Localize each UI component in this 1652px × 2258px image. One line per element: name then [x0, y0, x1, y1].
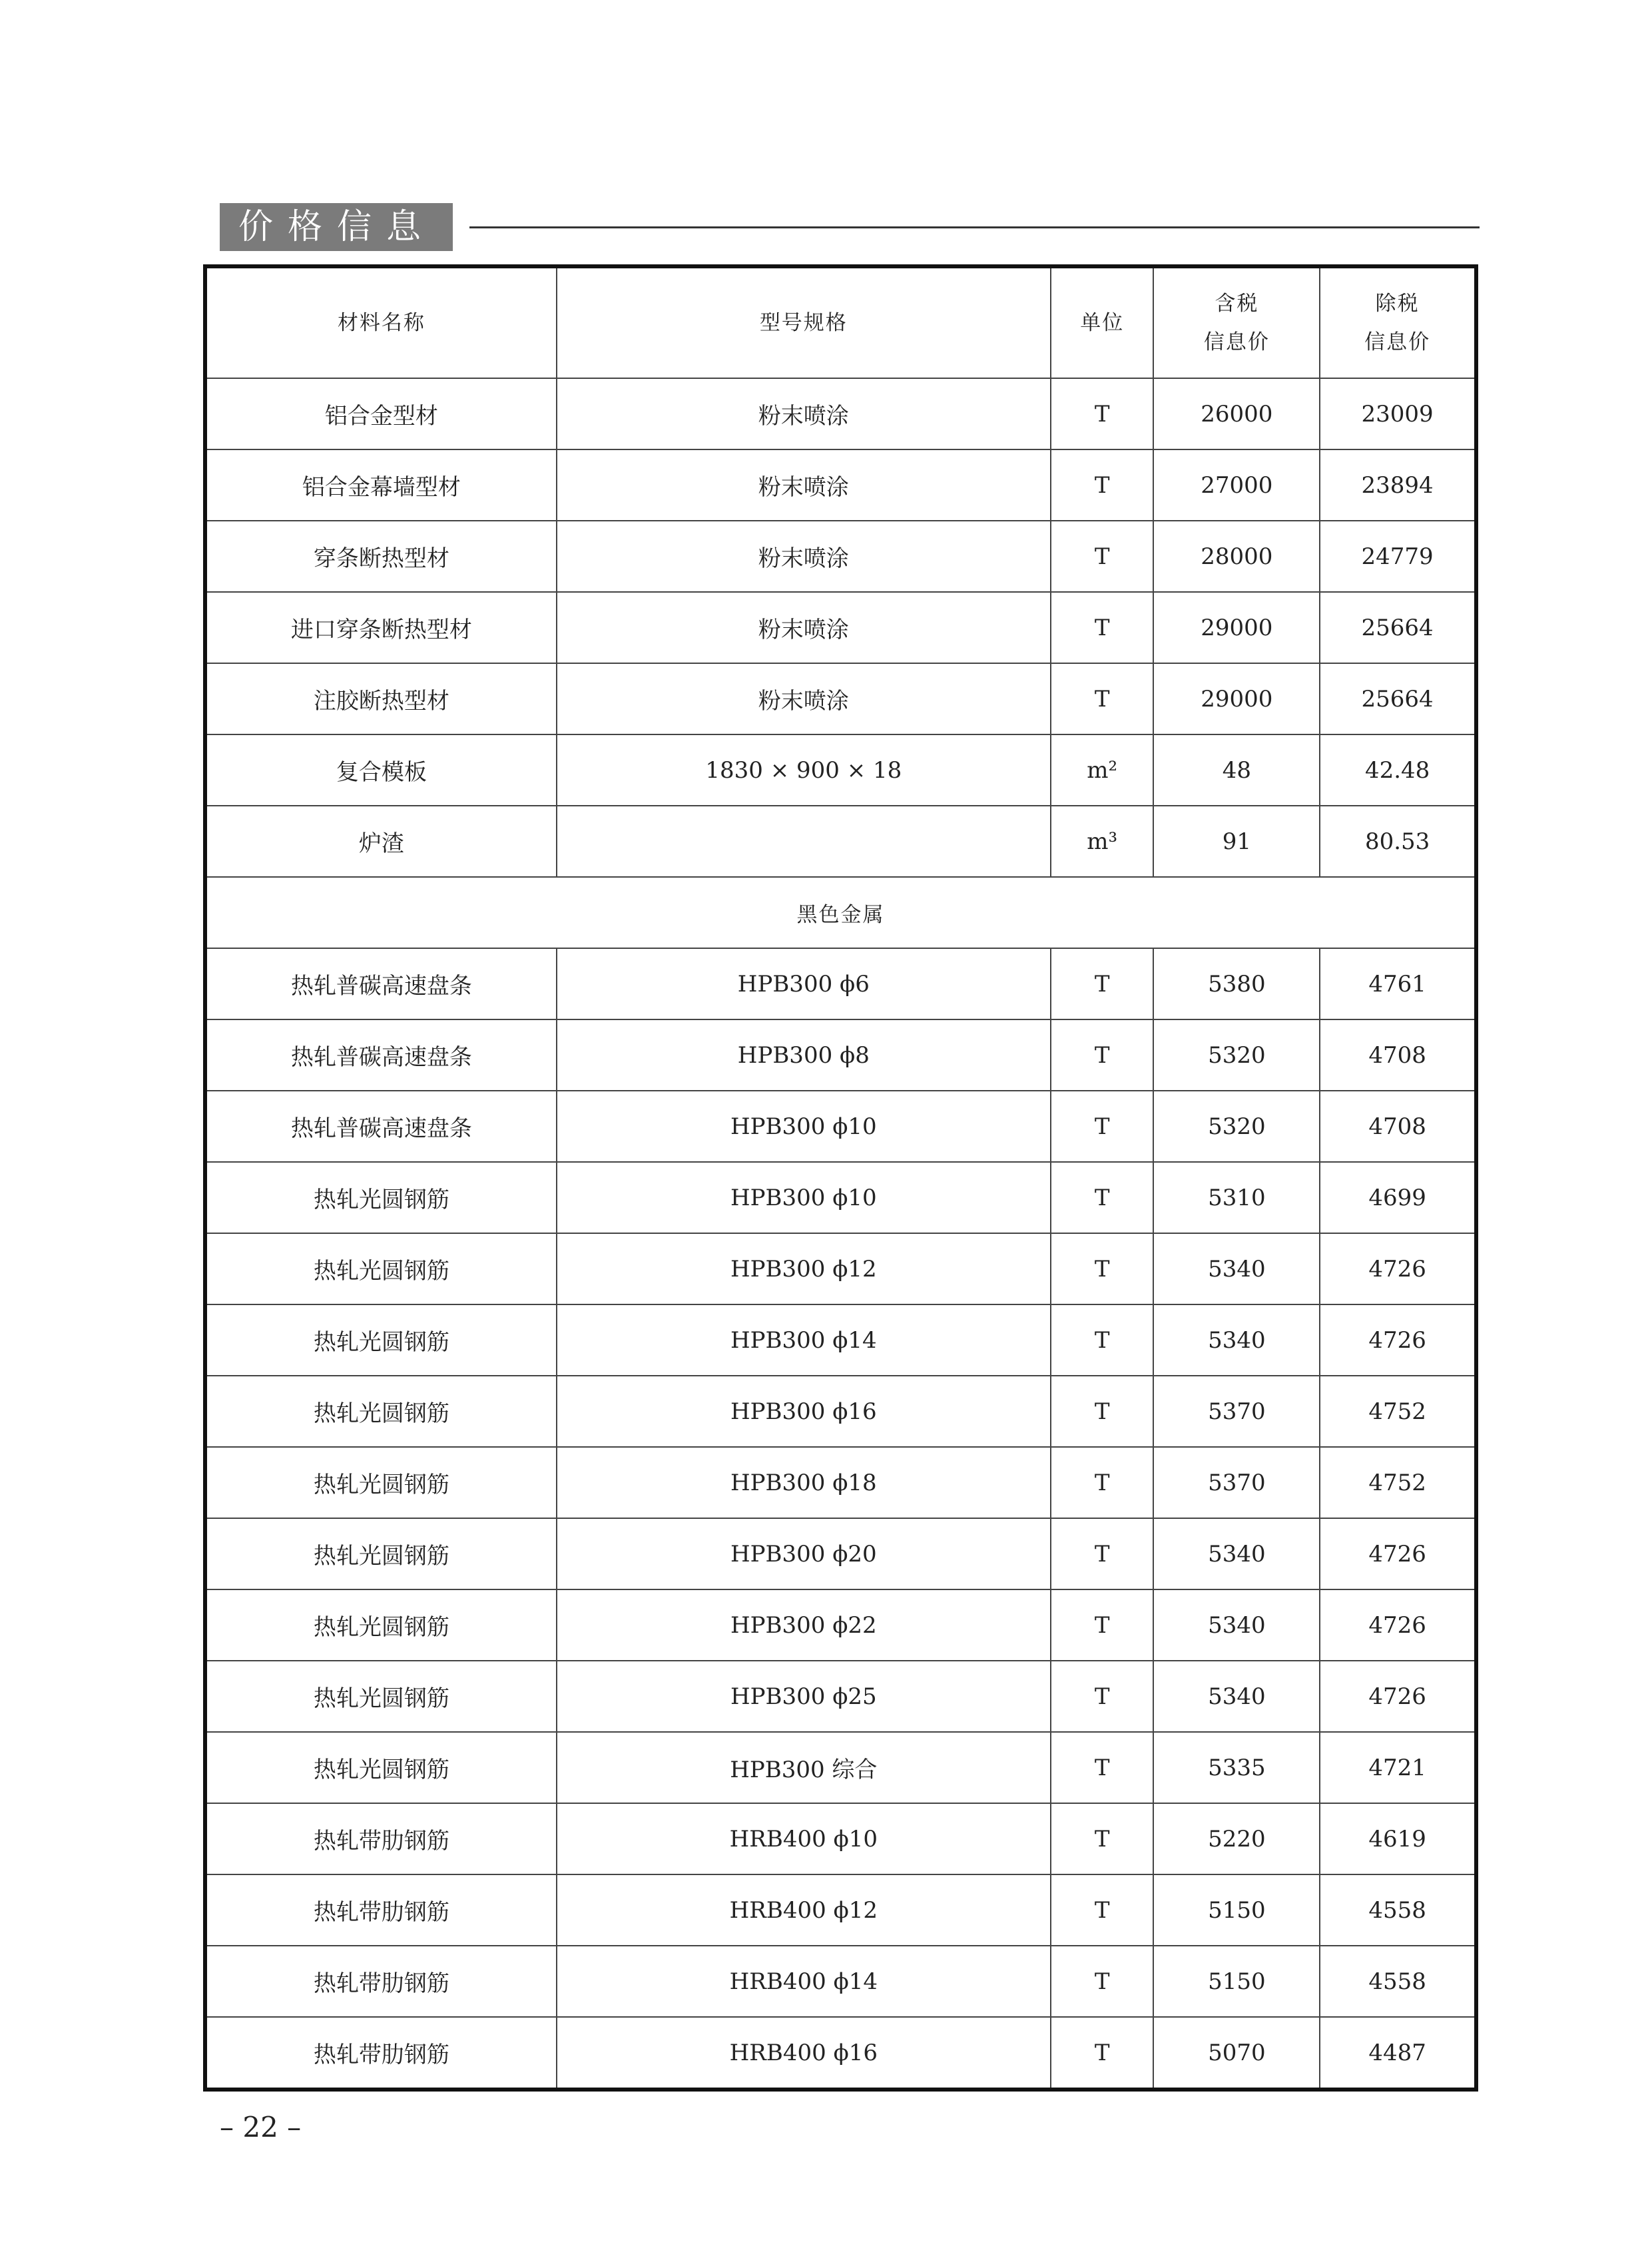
table-row: [205, 806, 1476, 877]
cell-unit: T: [1051, 1233, 1153, 1304]
table-row: [205, 1732, 1476, 1803]
cell-spec: HPB300 ϕ16: [557, 1376, 1051, 1447]
header-rule: [469, 226, 1480, 228]
col-header-spec: 型号规格: [557, 266, 1051, 378]
col-header-tax-exclusive-line2: 信息价: [1364, 330, 1431, 354]
cell-price-tax-inclusive: 5150: [1153, 1874, 1320, 1946]
cell-spec: HPB300 ϕ8: [557, 1019, 1051, 1091]
table-row: [205, 1376, 1476, 1447]
cell-price-tax-inclusive: 5310: [1153, 1162, 1320, 1233]
cell-unit: T: [1051, 1447, 1153, 1518]
cell-price-tax-exclusive: 4761: [1320, 948, 1476, 1019]
col-header-tax-exclusive-line1: 除税: [1375, 292, 1420, 316]
section-title: 黑色金属: [205, 877, 1476, 948]
cell-price-tax-inclusive: 5370: [1153, 1447, 1320, 1518]
cell-price-tax-inclusive: 5320: [1153, 1091, 1320, 1162]
cell-material-name: 穿条断热型材: [205, 521, 557, 592]
cell-price-tax-inclusive: 5070: [1153, 2017, 1320, 2090]
table-row: [205, 1304, 1476, 1376]
cell-price-tax-exclusive: 4752: [1320, 1376, 1476, 1447]
table-row: [205, 1661, 1476, 1732]
col-header-tax-inclusive: [1153, 266, 1320, 378]
cell-material-name: 热轧带肋钢筋: [205, 1803, 557, 1874]
table-row: [205, 1447, 1476, 1518]
cell-material-name: 铝合金型材: [205, 378, 557, 449]
cell-price-tax-exclusive: 23009: [1320, 378, 1476, 449]
table-row: [205, 592, 1476, 663]
cell-material-name: 热轧普碳高速盘条: [205, 948, 557, 1019]
table-row: [205, 449, 1476, 521]
cell-price-tax-exclusive: 25664: [1320, 592, 1476, 663]
cell-unit: T: [1051, 449, 1153, 521]
cell-unit: T: [1051, 1019, 1153, 1091]
cell-price-tax-exclusive: 24779: [1320, 521, 1476, 592]
cell-price-tax-inclusive: 26000: [1153, 378, 1320, 449]
table-row: [205, 2017, 1476, 2090]
page-number: – 22 –: [220, 2111, 302, 2143]
cell-price-tax-exclusive: 4752: [1320, 1447, 1476, 1518]
cell-unit: T: [1051, 592, 1153, 663]
cell-spec: 粉末喷涂: [557, 378, 1051, 449]
cell-unit: T: [1051, 1874, 1153, 1946]
cell-price-tax-inclusive: 29000: [1153, 663, 1320, 734]
table-row: [205, 1874, 1476, 1946]
cell-spec: HPB300 ϕ22: [557, 1589, 1051, 1661]
table-row: [205, 1233, 1476, 1304]
cell-unit: m³: [1051, 806, 1153, 877]
cell-price-tax-inclusive: 5340: [1153, 1233, 1320, 1304]
cell-price-tax-inclusive: 5380: [1153, 948, 1320, 1019]
col-header-tax-exclusive: [1320, 266, 1476, 378]
cell-price-tax-exclusive: 4726: [1320, 1518, 1476, 1589]
cell-unit: T: [1051, 1304, 1153, 1376]
cell-material-name: 注胶断热型材: [205, 663, 557, 734]
col-header-tax-inclusive-line1: 含税: [1215, 292, 1259, 316]
cell-spec: 1830 × 900 × 18: [557, 734, 1051, 806]
cell-spec: 粉末喷涂: [557, 449, 1051, 521]
cell-price-tax-exclusive: 80.53: [1320, 806, 1476, 877]
cell-unit: T: [1051, 2017, 1153, 2090]
cell-material-name: 热轧光圆钢筋: [205, 1376, 557, 1447]
cell-price-tax-exclusive: 4487: [1320, 2017, 1476, 2090]
table-row: [205, 1589, 1476, 1661]
cell-spec: HRB400 ϕ16: [557, 2017, 1051, 2090]
cell-unit: T: [1051, 1803, 1153, 1874]
cell-spec: HPB300 ϕ10: [557, 1091, 1051, 1162]
cell-material-name: 热轧光圆钢筋: [205, 1447, 557, 1518]
cell-price-tax-exclusive: 4699: [1320, 1162, 1476, 1233]
cell-spec: HRB400 ϕ12: [557, 1874, 1051, 1946]
col-header-name: 材料名称: [205, 266, 557, 378]
table-row: [205, 734, 1476, 806]
table-row: [205, 1518, 1476, 1589]
cell-price-tax-inclusive: 5335: [1153, 1732, 1320, 1803]
cell-unit: T: [1051, 1162, 1153, 1233]
cell-material-name: 热轧光圆钢筋: [205, 1304, 557, 1376]
cell-unit: m²: [1051, 734, 1153, 806]
cell-price-tax-inclusive: 48: [1153, 734, 1320, 806]
cell-spec: HPB300 ϕ20: [557, 1518, 1051, 1589]
cell-price-tax-inclusive: 5150: [1153, 1946, 1320, 2017]
cell-price-tax-inclusive: 5340: [1153, 1304, 1320, 1376]
cell-material-name: 铝合金幕墙型材: [205, 449, 557, 521]
cell-price-tax-exclusive: 4558: [1320, 1946, 1476, 2017]
cell-spec: HPB300 ϕ6: [557, 948, 1051, 1019]
cell-price-tax-exclusive: 4558: [1320, 1874, 1476, 1946]
cell-price-tax-inclusive: 5220: [1153, 1803, 1320, 1874]
cell-spec: HPB300 ϕ12: [557, 1233, 1051, 1304]
cell-material-name: 复合模板: [205, 734, 557, 806]
cell-price-tax-exclusive: 4726: [1320, 1589, 1476, 1661]
table-row: [205, 1946, 1476, 2017]
cell-spec: HPB300 ϕ25: [557, 1661, 1051, 1732]
cell-unit: T: [1051, 1376, 1153, 1447]
cell-unit: T: [1051, 521, 1153, 592]
cell-material-name: 热轧光圆钢筋: [205, 1162, 557, 1233]
table-row: [205, 1803, 1476, 1874]
col-header-unit: 单位: [1051, 266, 1153, 378]
cell-price-tax-inclusive: 5370: [1153, 1376, 1320, 1447]
price-table: [203, 264, 1478, 2092]
cell-material-name: 热轧带肋钢筋: [205, 1874, 557, 1946]
table-row: [205, 521, 1476, 592]
section-row: [205, 877, 1476, 948]
col-header-tax-inclusive-line2: 信息价: [1203, 330, 1270, 354]
cell-price-tax-exclusive: 25664: [1320, 663, 1476, 734]
cell-price-tax-exclusive: 4721: [1320, 1732, 1476, 1803]
cell-price-tax-exclusive: 4619: [1320, 1803, 1476, 1874]
table-header-row: [205, 266, 1476, 378]
cell-price-tax-inclusive: 29000: [1153, 592, 1320, 663]
cell-spec: HPB300 综合: [557, 1732, 1051, 1803]
cell-unit: T: [1051, 948, 1153, 1019]
cell-material-name: 热轧带肋钢筋: [205, 1946, 557, 2017]
table-row: [205, 1162, 1476, 1233]
cell-price-tax-inclusive: 5340: [1153, 1661, 1320, 1732]
cell-price-tax-exclusive: 4708: [1320, 1019, 1476, 1091]
cell-spec: [557, 806, 1051, 877]
cell-spec: HPB300 ϕ18: [557, 1447, 1051, 1518]
cell-price-tax-inclusive: 5340: [1153, 1518, 1320, 1589]
cell-spec: 粉末喷涂: [557, 592, 1051, 663]
cell-unit: T: [1051, 1091, 1153, 1162]
cell-spec: 粉末喷涂: [557, 521, 1051, 592]
table-row: [205, 663, 1476, 734]
cell-price-tax-inclusive: 5340: [1153, 1589, 1320, 1661]
table-row: [205, 948, 1476, 1019]
cell-spec: 粉末喷涂: [557, 663, 1051, 734]
cell-material-name: 热轧普碳高速盘条: [205, 1019, 557, 1091]
cell-price-tax-exclusive: 4726: [1320, 1304, 1476, 1376]
cell-price-tax-inclusive: 27000: [1153, 449, 1320, 521]
cell-material-name: 热轧光圆钢筋: [205, 1661, 557, 1732]
cell-material-name: 进口穿条断热型材: [205, 592, 557, 663]
cell-spec: HPB300 ϕ10: [557, 1162, 1051, 1233]
table-row: [205, 1019, 1476, 1091]
cell-material-name: 热轧普碳高速盘条: [205, 1091, 557, 1162]
cell-material-name: 热轧光圆钢筋: [205, 1233, 557, 1304]
cell-material-name: 炉渣: [205, 806, 557, 877]
cell-price-tax-exclusive: 42.48: [1320, 734, 1476, 806]
cell-price-tax-inclusive: 5320: [1153, 1019, 1320, 1091]
cell-price-tax-inclusive: 91: [1153, 806, 1320, 877]
cell-unit: T: [1051, 1946, 1153, 2017]
cell-material-name: 热轧光圆钢筋: [205, 1518, 557, 1589]
cell-unit: T: [1051, 1518, 1153, 1589]
table-row: [205, 378, 1476, 449]
cell-spec: HRB400 ϕ10: [557, 1803, 1051, 1874]
cell-spec: HRB400 ϕ14: [557, 1946, 1051, 2017]
cell-unit: T: [1051, 663, 1153, 734]
cell-unit: T: [1051, 1661, 1153, 1732]
cell-material-name: 热轧光圆钢筋: [205, 1732, 557, 1803]
cell-unit: T: [1051, 378, 1153, 449]
cell-material-name: 热轧带肋钢筋: [205, 2017, 557, 2090]
cell-price-tax-inclusive: 28000: [1153, 521, 1320, 592]
cell-price-tax-exclusive: 4708: [1320, 1091, 1476, 1162]
cell-price-tax-exclusive: 4726: [1320, 1661, 1476, 1732]
cell-spec: HPB300 ϕ14: [557, 1304, 1051, 1376]
cell-unit: T: [1051, 1732, 1153, 1803]
section-header: 价格信息: [220, 203, 453, 251]
cell-price-tax-exclusive: 23894: [1320, 449, 1476, 521]
cell-unit: T: [1051, 1589, 1153, 1661]
cell-price-tax-exclusive: 4726: [1320, 1233, 1476, 1304]
table-row: [205, 1091, 1476, 1162]
cell-material-name: 热轧光圆钢筋: [205, 1589, 557, 1661]
